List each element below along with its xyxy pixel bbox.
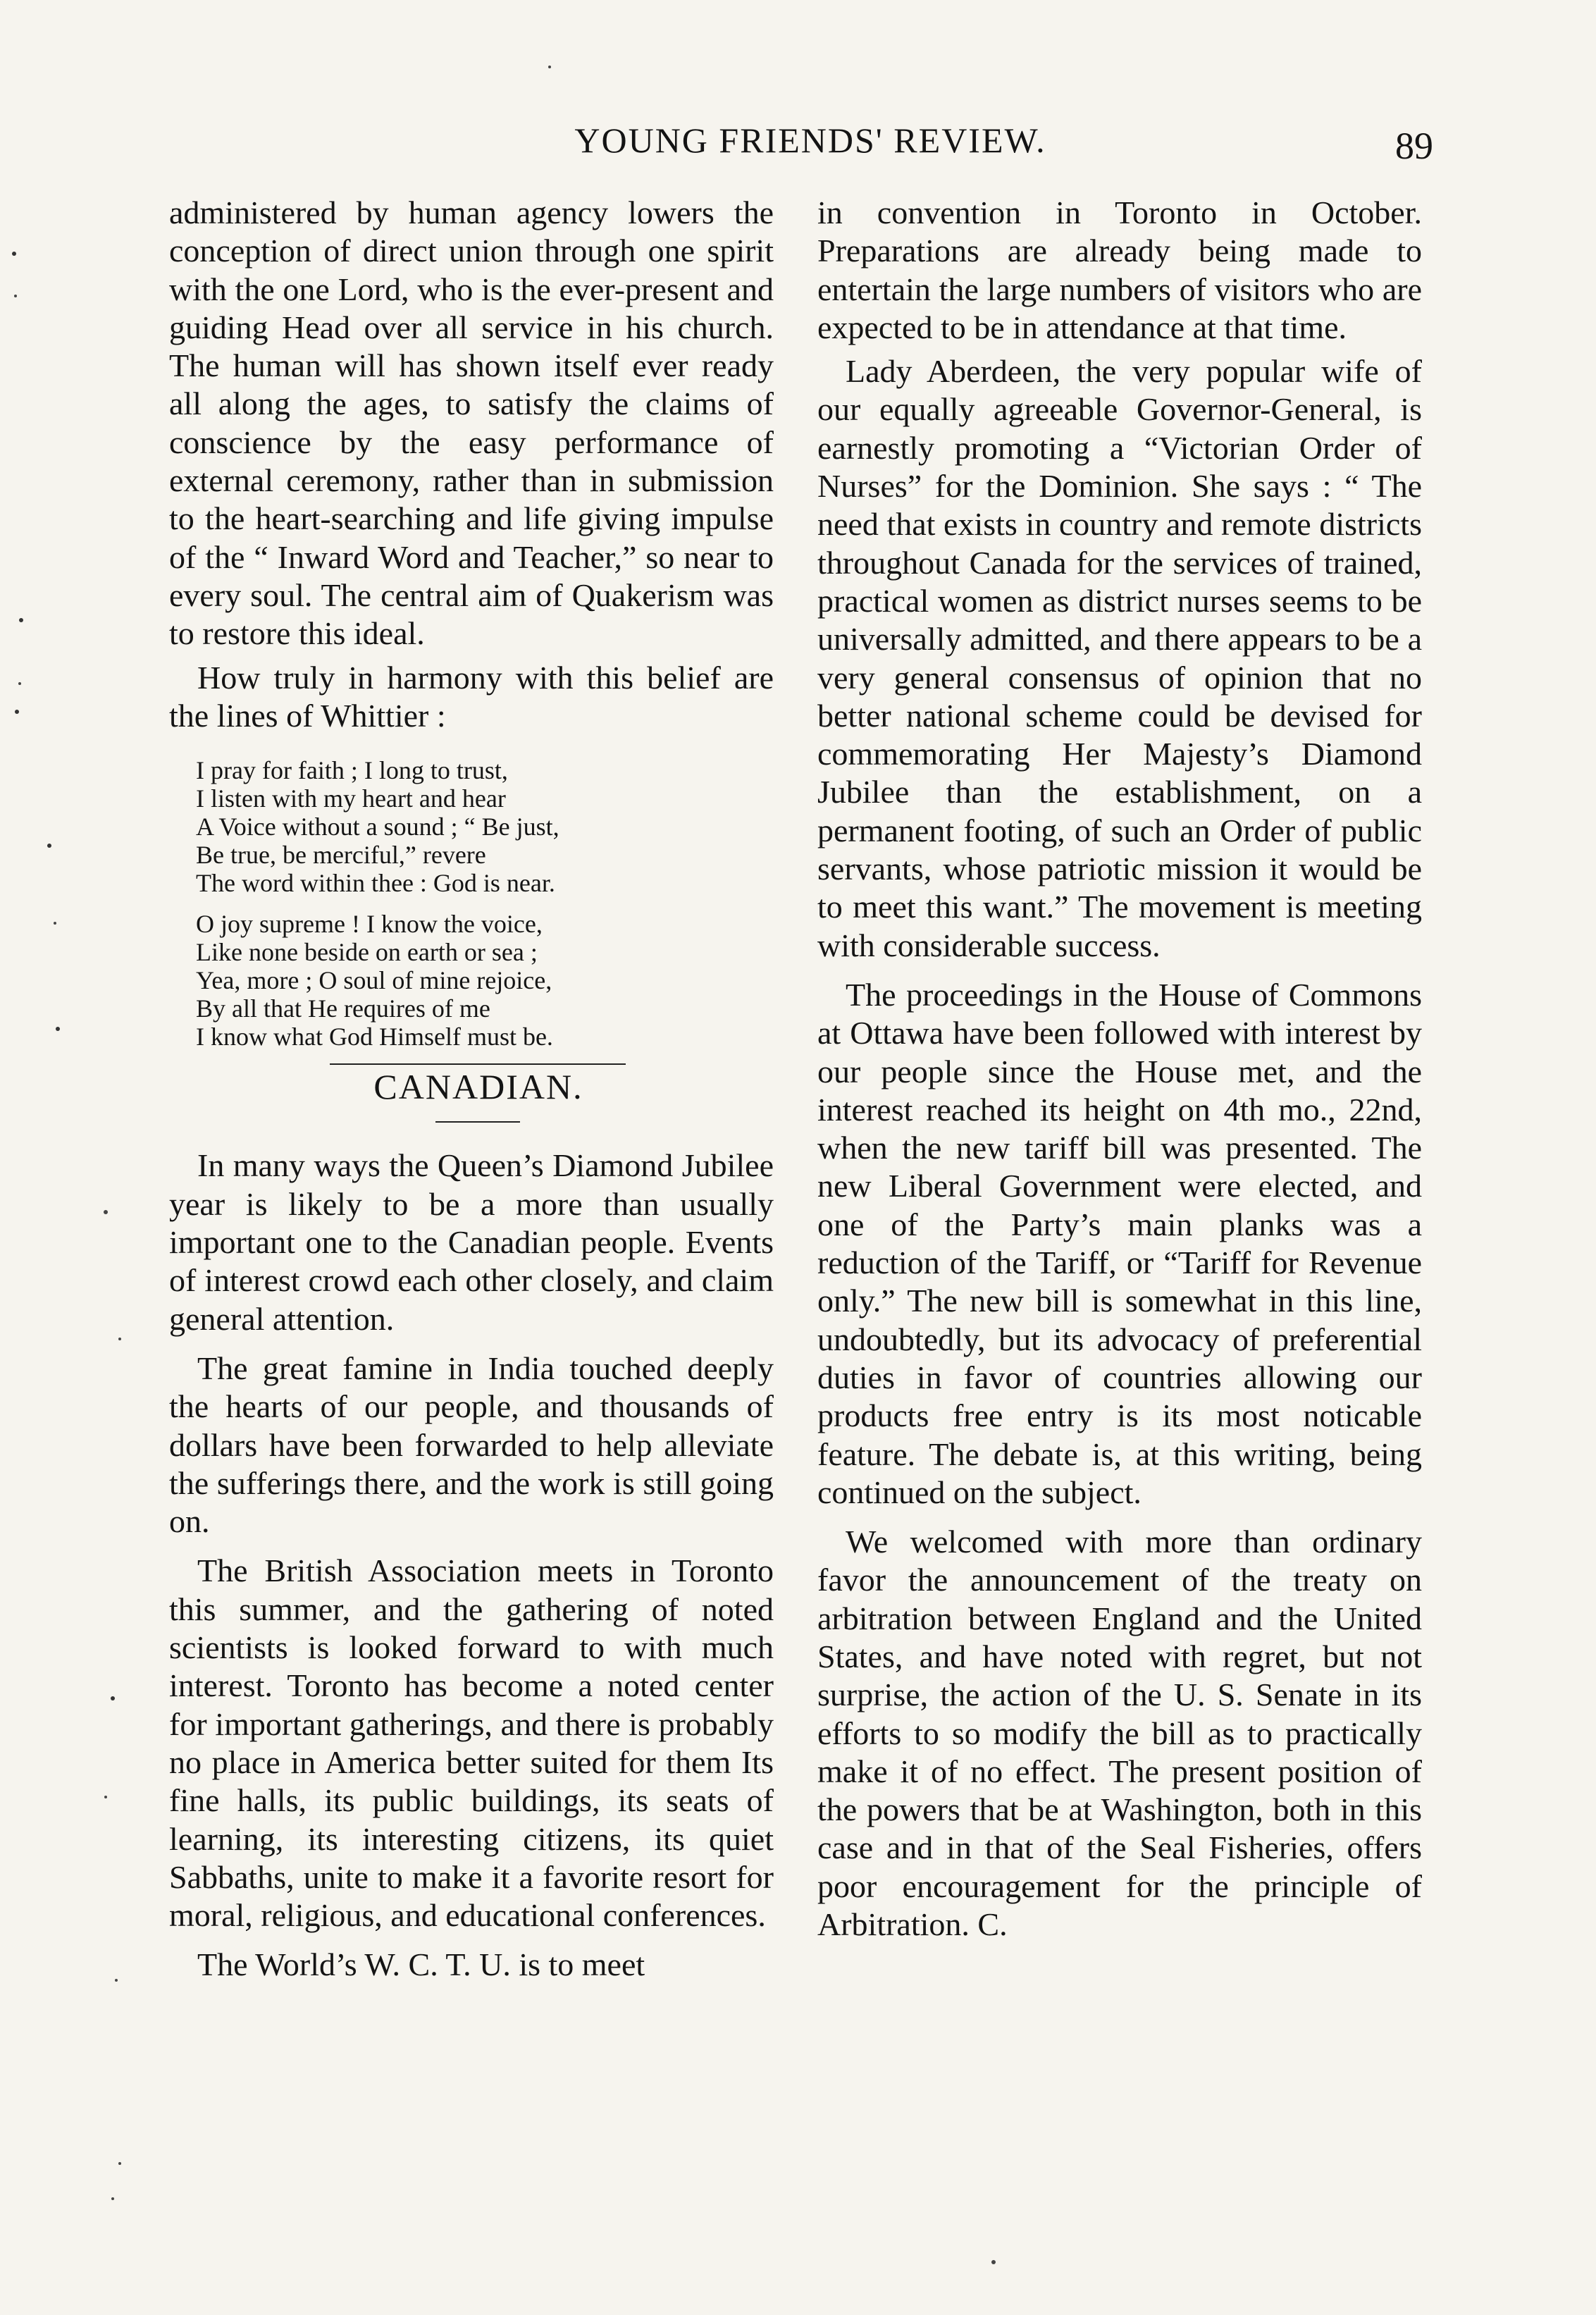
left-column — [169, 194, 774, 1984]
paragraph: Lady Aberdeen, the very popular wife of our equally agreeable Governor-General, is earnestly promoting a “Victorian Order of Nurses” for the Dominion. She says : “ The need that exists in country and remote districts throughout Canada for the services of trained, practical women as district nurses seems to be universally admitted, and there appears to be a very general consensus of opinion that no better national scheme could be devised for commemorating Her Majesty’s Diamond Jubilee than the establishment, on a permanent footing, of such an Order of public servants, whose patriotic mission it would be to meet this want.” The movement is meeting with considerable success. — [817, 353, 1422, 963]
poem-line: A Voice without a sound ; “ Be just, — [196, 813, 559, 841]
poem-quotation — [196, 756, 774, 1051]
section-rule — [435, 1121, 520, 1123]
page-number: 89 — [1395, 125, 1433, 167]
poem-line: By all that He requires of me — [196, 994, 490, 1023]
paragraph: administered by human agency lowers the conception of direct union through one spirit with the one Lord, who is the ever-present and guiding Head over all service in his church. The human will has shown itself ever ready all along the ages, to satisfy the claims of conscience by the easy performance of external ceremony, rather than in submission to the heart-searching and life giving impulse of the “ Inward Word and Teacher,” so near to every soul. The central aim of Quakerism was to restore this ideal. — [169, 195, 774, 652]
poem-line: I listen with my heart and hear — [196, 784, 506, 813]
poem-line: O joy supreme ! I know the voice, — [196, 910, 543, 939]
paragraph: The World’s W. C. T. U. is to meet — [197, 1946, 645, 1983]
paragraph: The proceedings in the House of Commons at Ottawa have been followed with interest by our people since the House met, and the interest reached its height on 4th mo., 22nd, when the new tariff bill was presented. The new Liberal Government were elected, and one of the Party’s main planks was a reduction of the Tariff, or “Tariff for Revenue only.” The new bill is somewhat in this line, undoubtedly, but its advocacy of preferential duties in favor of countries allowing our products free entry is its most noticable feature. The debate is, at this writing, being continued on the subject. — [817, 976, 1422, 1510]
poem-stanza — [196, 910, 774, 1051]
poem-stanza — [196, 756, 774, 897]
poem-line: Yea, more ; O soul of mine rejoice, — [196, 966, 552, 995]
running-title: YOUNG FRIENDS' REVIEW. — [574, 121, 1046, 160]
poem-line: The word within thee : God is near. — [196, 869, 555, 898]
section-heading: CANADIAN. — [373, 1067, 583, 1107]
poem-line: I know what God Himself must be. — [196, 1023, 553, 1051]
paragraph: We welcomed with more than ordinary favor the announcement of the treaty on arbitration between England and the United States, and have noted with regret, but not surprise, the action of the U. S. Senate in its efforts to so modify the bill as to practically make it of no effect. The present position of the powers that be at Washington, both in this case and in that of the Seal Fisheries, offers poor encouragement for the principle of Arbitration. C. — [817, 1524, 1422, 1943]
right-column — [817, 194, 1422, 1944]
paragraph: How truly in harmony with this belief are the lines of Whittier : — [169, 659, 774, 734]
section-rule — [330, 1063, 626, 1065]
poem-line: Like none beside on earth or sea ; — [196, 938, 538, 967]
paragraph: The British Association meets in Toronto this summer, and the gathering of noted scientists is looked forward to with much interest. Toronto has become a noted center for important gatherings, and there is probably no place in America better suited for them Its fine halls, its public buildings, its seats of learning, its interesting citizens, its quiet Sabbaths, unite to make it a favorite resort for moral, religious, and educational conferences. — [169, 1552, 774, 1934]
paragraph: In many ways the Queen’s Diamond Jubilee year is likely to be a more than usually important one to the Canadian people. Events of interest crowd each other closely, and claim general attention. — [169, 1147, 774, 1337]
poem-line: I pray for faith ; I long to trust, — [196, 756, 508, 785]
page-header — [0, 120, 1596, 176]
paragraph: The great famine in India touched deeply the hearts of our people, and thousands of dollars have been forwarded to help alleviate the sufferings there, and the work is still going on. — [169, 1350, 774, 1540]
paragraph: in convention in Toronto in October. Preparations are already being made to entertain the large numbers of visitors who are expected to be in attendance at that time. — [817, 195, 1422, 345]
poem-line: Be true, be merciful,” revere — [196, 841, 486, 870]
